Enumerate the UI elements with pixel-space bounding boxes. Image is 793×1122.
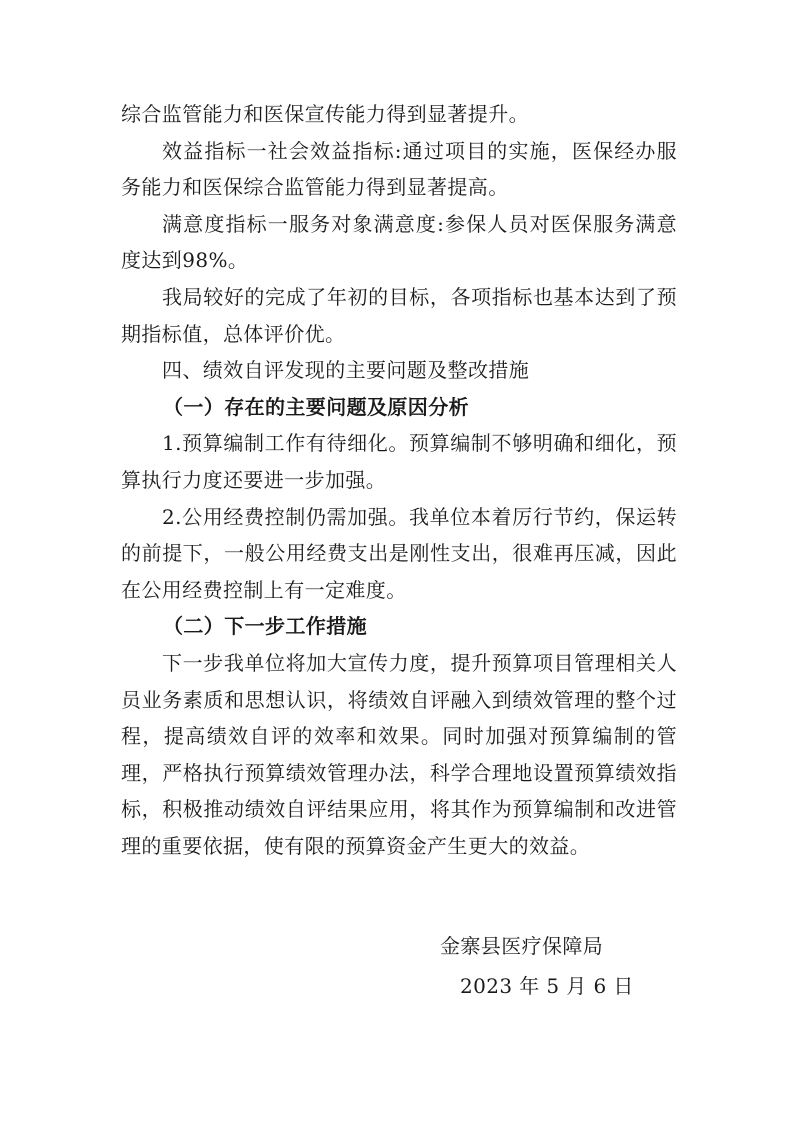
signature-organization: 金寨县医疗保障局 [440, 934, 604, 958]
paragraph-next-step-measures: 下一步我单位将加大宣传力度，提升预算项目管理相关人员业务素质和思想认识，将绩效自评融入到绩效管理的整个过程，提高绩效自评的效率和效果。同时加强对预算编制的管理，严格执行预算绩效管理办法，科学合理地设置预算绩效指标，积极推动绩效自评结果应用，将其作为预算编制和改进管理的重要依据，使有限的预算资金产生更大的效益。 [121, 650, 677, 858]
paragraph-social-benefit: 效益指标一社会效益指标:通过项目的实施，医保经办服务能力和医保综合监管能力得到显著提高。 [121, 138, 677, 200]
signature-block [440, 928, 700, 1004]
paragraph-budget-preparation: 1.预算编制工作有待细化。预算编制不够明确和细化，预算执行力度还要进一步加强。 [121, 431, 677, 492]
subheading-problems-causes: （一）存在的主要问题及原因分析 [163, 394, 469, 419]
paragraph-overall-evaluation: 我局较好的完成了年初的目标，各项指标也基本达到了预期指标值，总体评价优。 [121, 284, 677, 346]
paragraph-public-expense-control: 2.公用经费控制仍需加强。我单位本着厉行节约，保运转的前提下，一般公用经费支出是刚性支出，很难再压减，因此在公用经费控制上有一定难度。 [121, 504, 677, 602]
paragraph-satisfaction: 满意度指标一服务对象满意度:参保人员对医保服务满意度达到98%。 [121, 211, 677, 273]
section-heading-problems-measures: 四、绩效自评发现的主要问题及整改措施 [162, 358, 530, 383]
paragraph-capability-improvement: 综合监管能力和医保宣传能力得到显著提升。 [121, 102, 529, 126]
subheading-next-steps: （二）下一步工作措施 [163, 614, 367, 639]
document-body [121, 96, 677, 864]
signature-date: 2023 年 5 月 6 日 [460, 974, 634, 998]
